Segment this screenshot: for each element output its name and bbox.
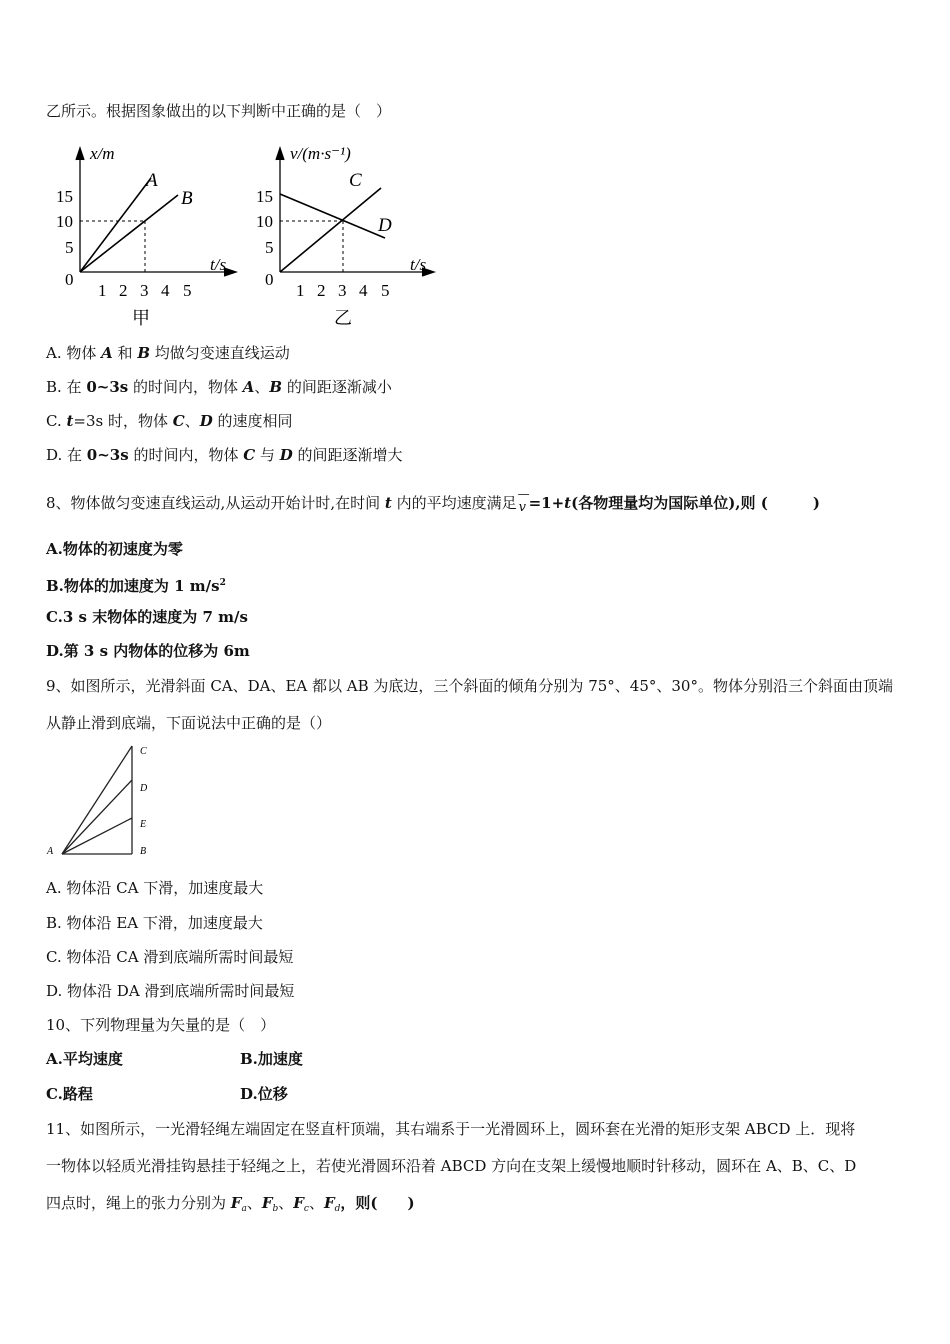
incline-da bbox=[62, 780, 132, 854]
q8-option-d[interactable]: D.第 3 s 内物体的位移为 6m bbox=[46, 642, 250, 660]
incline-ca bbox=[62, 746, 132, 854]
svg-text:1: 1 bbox=[98, 281, 107, 300]
q7-stem: 乙所示。根据图象做出的以下判断中正确的是（ ） bbox=[46, 102, 392, 120]
q10-option-c[interactable]: C.路程 bbox=[46, 1085, 93, 1103]
graph-jia bbox=[48, 140, 248, 335]
svg-text:2: 2 bbox=[119, 281, 128, 300]
label-d: D bbox=[378, 215, 392, 236]
q10-option-b[interactable]: B.加速度 bbox=[240, 1050, 303, 1068]
q10-stem: 10、下列物理量为矢量的是（ ） bbox=[46, 1016, 276, 1034]
q9-stem-2: 从静止滑到底端，下面说法中正确的是（） bbox=[46, 714, 332, 732]
q7-option-d[interactable]: D. 在 0~3s 的时间内，物体 C 与 D 的间距逐渐增大 bbox=[46, 446, 403, 464]
q9-option-c[interactable]: C. 物体沿 CA 滑到底端所需时间最短 bbox=[46, 948, 294, 966]
q9-option-a[interactable]: A. 物体沿 CA 下滑，加速度最大 bbox=[46, 879, 264, 897]
q9-option-d[interactable]: D. 物体沿 DA 滑到底端所需时间最短 bbox=[46, 982, 295, 1000]
svg-text:0: 0 bbox=[65, 270, 74, 289]
q11-line-3: 四点时，绳上的张力分别为 $F_a$、$F_b$、$F_c$、$F_d$，则( ) bbox=[46, 1194, 415, 1214]
svg-text:3: 3 bbox=[140, 281, 149, 300]
label-a: A bbox=[146, 170, 158, 191]
svg-text:5: 5 bbox=[265, 238, 274, 257]
svg-text:15: 15 bbox=[56, 187, 73, 206]
incline-figure bbox=[44, 740, 164, 862]
q7-option-c[interactable]: C. t=3s 时，物体 C、D 的速度相同 bbox=[46, 412, 293, 430]
svg-text:2: 2 bbox=[317, 281, 326, 300]
svg-text:4: 4 bbox=[161, 281, 170, 300]
q9-stem-1: 9、如图所示，光滑斜面 CA、DA、EA 都以 AB 为底边，三个斜面的倾角分别为 75°、45°、30°。物体分别沿三个斜面由顶端 bbox=[46, 677, 893, 695]
svg-text:5: 5 bbox=[183, 281, 192, 300]
label-c: C bbox=[349, 170, 362, 191]
q10-option-a[interactable]: A.平均速度 bbox=[46, 1050, 123, 1068]
q11-line-1: 11、如图所示，一光滑轻绳左端固定在竖直杆顶端，其右端系于一光滑圆环上，圆环套在光滑的矩形支架 ABCD 上．现将 bbox=[46, 1120, 856, 1138]
q8-option-a[interactable]: A.物体的初速度为零 bbox=[46, 540, 183, 558]
svg-text:B: B bbox=[140, 846, 147, 857]
q9-option-b[interactable]: B. 物体沿 EA 下滑，加速度最大 bbox=[46, 914, 263, 932]
svg-text:4: 4 bbox=[359, 281, 368, 300]
svg-text:0: 0 bbox=[265, 270, 274, 289]
svg-text:A: A bbox=[47, 846, 54, 857]
q7-option-a[interactable]: A. 物体 A 和 B 均做匀变速直线运动 bbox=[46, 344, 290, 362]
y-axis-label: v/(m·s⁻¹) bbox=[290, 144, 351, 163]
x-axis-label: t/s bbox=[210, 255, 227, 274]
svg-text:5: 5 bbox=[381, 281, 390, 300]
svg-text:3: 3 bbox=[338, 281, 347, 300]
svg-text:10: 10 bbox=[56, 212, 73, 231]
incline-ea bbox=[62, 818, 132, 854]
q8-option-c[interactable]: C.3 s 末物体的速度为 7 m/s bbox=[46, 608, 248, 626]
label-b: B bbox=[181, 188, 193, 209]
caption-yi: 乙 bbox=[334, 308, 352, 328]
graph-yi bbox=[248, 140, 448, 335]
svg-text:E: E bbox=[140, 819, 147, 830]
svg-text:15: 15 bbox=[256, 187, 273, 206]
q11-line-2: 一物体以轻质光滑挂钩悬挂于轻绳之上，若使光滑圆环沿着 ABCD 方向在支架上缓慢地顺时针移动，圆环在 A、B、C、D bbox=[46, 1157, 857, 1175]
line-d bbox=[280, 194, 385, 238]
q10-option-d[interactable]: D.位移 bbox=[240, 1085, 288, 1103]
y-axis-label: x/m bbox=[90, 144, 115, 163]
svg-text:1: 1 bbox=[296, 281, 305, 300]
svg-text:10: 10 bbox=[256, 212, 273, 231]
q7-option-b[interactable]: B. 在 0~3s 的时间内，物体 A、B 的间距逐渐减小 bbox=[46, 378, 392, 396]
svg-text:C: C bbox=[140, 746, 147, 757]
q8-option-b[interactable]: B.物体的加速度为 1 $m/s^2$ bbox=[46, 577, 226, 595]
svg-text:D: D bbox=[140, 783, 148, 794]
x-axis-label: t/s bbox=[410, 255, 427, 274]
q8-stem: 8、物体做匀变速直线运动,从运动开始计时,在时间 t 内的平均速度满足 — v =1+t(各物理量均为国际单位),则 ( ) bbox=[46, 487, 820, 515]
svg-text:5: 5 bbox=[65, 238, 74, 257]
caption-jia: 甲 bbox=[132, 308, 150, 328]
